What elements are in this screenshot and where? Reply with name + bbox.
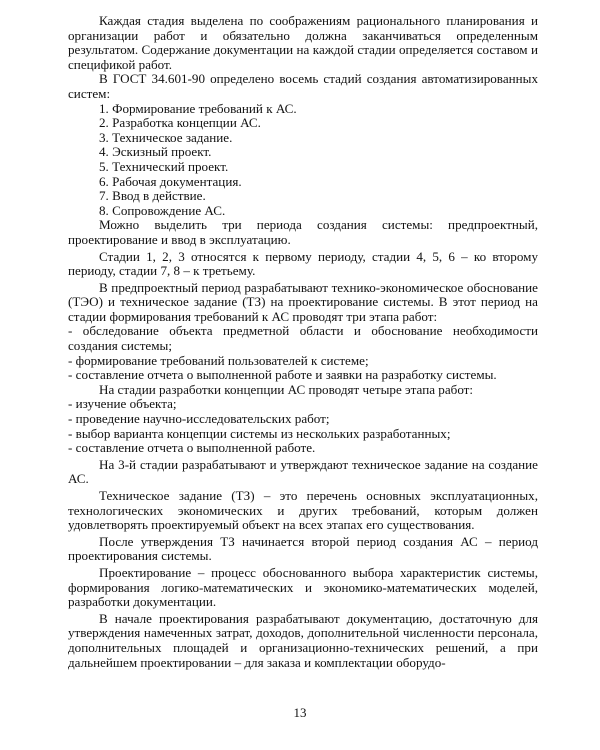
paragraph-8: 6. Рабочая документация.	[99, 173, 242, 189]
paragraph-2: В ГОСТ 34.601-90 определено восемь стадий создания автоматизированных систем:	[68, 71, 538, 101]
paragraph-4: 2. Разработка концепции АС.	[99, 115, 261, 131]
page-number: 13	[293, 705, 307, 720]
paragraph-14: - обследование объекта предметной области и обоснование необходимости создания системы;	[68, 323, 538, 354]
paragraph-16: - составление отчета о выполненной работе и заявки на разработку системы.	[68, 367, 497, 383]
paragraph-10: 8. Сопровождение АС.	[99, 202, 226, 218]
paragraph-3: 1. Формирование требований к АС.	[99, 100, 297, 116]
paragraph-20: - выбор варианта концепции системы из нескольких разработанных;	[68, 425, 451, 441]
paragraph-19: - проведение научно-исследовательских работ;	[68, 411, 330, 427]
paragraph-13: В предпроектный период разрабатывают технико-экономическое обоснование (ТЭО) и техническое задание (ТЗ) на проектирование системы. В этот период на стадии формирования требований к АС проводят три этапа работ:	[68, 279, 538, 324]
paragraph-18: - изучение объекта;	[68, 396, 177, 412]
paragraph-25: Проектирование – процесс обоснованного выбора характеристик системы, формирования логико-математических и экономико-математических моделей, разработки документации.	[68, 564, 538, 610]
paragraph-6: 4. Эскизный проект.	[99, 144, 212, 160]
paragraph-24: После утверждения ТЗ начинается второй период создания АС – период проектирования системы.	[68, 533, 538, 564]
paragraph-17: На стадии разработки концепции АС проводят четыре этапа работ:	[99, 381, 474, 397]
body-text	[68, 14, 538, 670]
paragraph-23: Техническое задание (ТЗ) – это перечень основных эксплуатационных, технологических экономических и других требований, которым должен удовлетворять проектируемый объект на всех этапах его существования.	[68, 488, 538, 533]
paragraph-12: Стадии 1, 2, 3 относятся к первому периоду, стадии 4, 5, 6 – ко второму периоду, стадии 7, 8 – к третьему.	[68, 248, 538, 279]
paragraph-7: 5. Технический проект.	[99, 158, 229, 174]
paragraph-5: 3. Техническое задание.	[99, 129, 233, 145]
paragraph-1: Каждая стадия выделена по соображениям рационального планирования и организации работ и обязательно должна заканчиваться определенным результатом. Содержание документации на каждой стадии определяется составом и спецификой работ.	[68, 13, 538, 72]
paragraph-26: В начале проектирования разрабатывают документацию, достаточную для утверждения намеченных затрат, доходов, дополнительной численности персонала, дополнительных площадей и организационно-технических решений, а при дальнейшем проектировании – для заказа и комплектации оборудо-	[68, 610, 538, 670]
paragraph-21: - составление отчета о выполненной работе.	[68, 440, 316, 456]
paragraph-15: - формирование требований пользователей к системе;	[68, 352, 369, 368]
paragraph-9: 7. Ввод в действие.	[99, 188, 206, 204]
paragraph-11: Можно выделить три периода создания системы: предпроектный, проектирование и ввод в эксплуатацию.	[68, 217, 538, 247]
paragraph-22: На 3-й стадии разрабатывают и утверждают техническое задание на создание АС.	[68, 456, 538, 487]
